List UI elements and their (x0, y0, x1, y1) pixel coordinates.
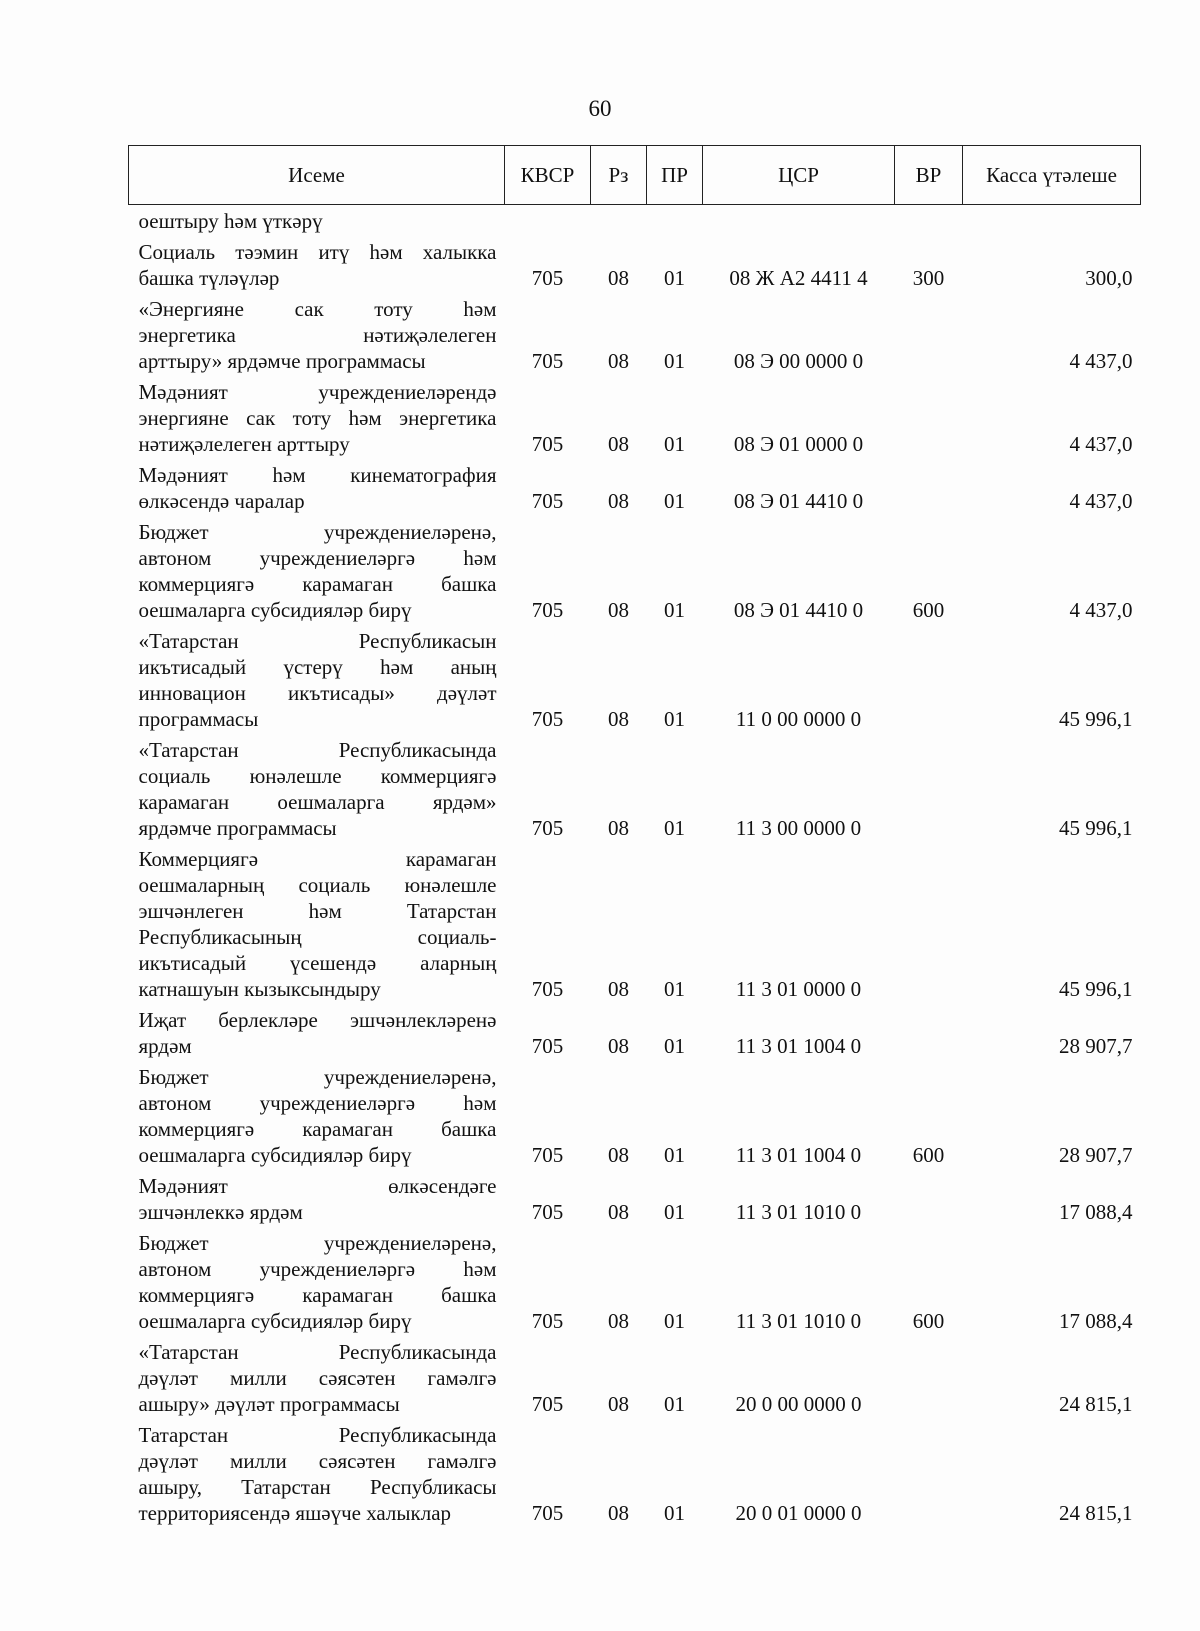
table-row (129, 1002, 1141, 1059)
row-rz: 08 (608, 432, 629, 456)
table-row (129, 732, 1141, 841)
row-name (129, 234, 505, 291)
row-name (129, 732, 505, 841)
header-rz: Рз (591, 146, 647, 205)
row-name (129, 291, 505, 374)
row-name-line: энергетика нәтиҗәлелеген (138, 323, 497, 347)
row-vr (895, 1002, 963, 1059)
table-row (129, 1225, 1141, 1334)
row-pr: 01 (664, 1200, 685, 1224)
row-name-line: башка түләүләр (138, 266, 280, 290)
row-kvsr: 705 (531, 1309, 564, 1333)
row-rz: 08 (608, 1309, 629, 1333)
row-sum: 17 088,4 (1059, 1309, 1133, 1333)
row-kvsr: 705 (531, 432, 564, 456)
row-csr (703, 205, 895, 235)
row-pr: 01 (664, 1309, 685, 1333)
page-number: 60 (588, 96, 612, 121)
row-pr: 01 (664, 598, 685, 622)
row-rz: 08 (608, 1501, 629, 1525)
row-rz: 08 (608, 1200, 629, 1224)
table-row (129, 291, 1141, 374)
row-name (129, 623, 505, 732)
row-pr: 01 (664, 1034, 685, 1058)
row-name-line: коммерциягә карамаган башка (138, 1117, 497, 1141)
row-name-line: Татарстан Республикасында (138, 1423, 497, 1447)
table-header (129, 146, 1141, 205)
header-name: Исеме (129, 146, 505, 205)
row-rz: 08 (608, 1034, 629, 1058)
row-csr: 08 Э 00 0000 0 (733, 349, 864, 373)
row-name-line: ярдәм (138, 1034, 192, 1058)
row-kvsr (505, 205, 591, 235)
row-name-line: оешмаларга субсидияләр бирү (138, 1309, 412, 1333)
row-name (129, 1002, 505, 1059)
row-sum: 45 996,1 (1059, 977, 1133, 1001)
row-name-line: дәүләт милли сәясәтен гамәлгә (138, 1366, 497, 1390)
row-name-line: икътисадый үстерү һәм аның (138, 655, 497, 679)
row-name-line: Мәдәният һәм кинематография (138, 463, 497, 487)
row-pr (647, 205, 703, 235)
row-vr: 300 (912, 266, 945, 290)
row-name (129, 457, 505, 514)
row-csr: 20 0 01 0000 0 (735, 1501, 862, 1525)
row-name-line: «Татарстан Республикасында (138, 1340, 497, 1364)
row-rz (591, 205, 647, 235)
row-rz: 08 (608, 1143, 629, 1167)
row-kvsr: 705 (531, 1501, 564, 1525)
row-rz: 08 (608, 816, 629, 840)
row-name-line: ашыру» дәүләт программасы (138, 1392, 400, 1416)
row-kvsr: 705 (531, 598, 564, 622)
row-kvsr: 705 (531, 1392, 564, 1416)
table-row (129, 1417, 1141, 1526)
row-name-line: автоном учреждениеләргә һәм (138, 1091, 497, 1115)
row-vr (895, 1334, 963, 1417)
row-pr: 01 (664, 349, 685, 373)
row-name-line: энергияне сак тоту һәм энергетика (138, 406, 497, 430)
row-sum: 4 437,0 (1069, 598, 1133, 622)
row-sum: 4 437,0 (1069, 489, 1133, 513)
row-csr: 08 Э 01 0000 0 (733, 432, 864, 456)
row-name-line: Республикасының социаль- (138, 925, 497, 949)
row-name-line: «Энергияне сак тоту һәм (138, 297, 497, 321)
row-vr: 600 (912, 1309, 945, 1333)
row-sum: 300,0 (1085, 266, 1133, 290)
row-rz: 08 (608, 977, 629, 1001)
row-sum: 4 437,0 (1069, 432, 1133, 456)
row-name-line: Социаль тәэмин итү һәм халыкка (138, 240, 497, 264)
row-name-line: эшчәнлеген һәм Татарстан (138, 899, 497, 923)
row-pr: 01 (664, 1501, 685, 1525)
row-sum: 28 907,7 (1059, 1143, 1133, 1167)
row-kvsr: 705 (531, 707, 564, 731)
row-name-line: оешмаларга субсидияләр бирү (138, 1143, 412, 1167)
row-vr (895, 841, 963, 1002)
row-pr: 01 (664, 266, 685, 290)
row-name-line: автоном учреждениеләргә һәм (138, 1257, 497, 1281)
row-kvsr: 705 (531, 266, 564, 290)
row-name-line: ашыру, Татарстан Республикасы (138, 1475, 497, 1499)
row-name-line: дәүләт милли сәясәтен гамәлгә (138, 1449, 497, 1473)
row-name-line: коммерциягә карамаган башка (138, 1283, 497, 1307)
row-name-line: «Татарстан Республикасын (138, 629, 497, 653)
row-name-line: Бюджет учреждениеләренә, (138, 1065, 497, 1089)
row-vr: 600 (912, 1143, 945, 1167)
header-pr: ПР (647, 146, 703, 205)
row-name (129, 1225, 505, 1334)
row-pr: 01 (664, 1392, 685, 1416)
row-pr: 01 (664, 816, 685, 840)
header-csr: ЦСР (703, 146, 895, 205)
row-rz: 08 (608, 349, 629, 373)
table-row (129, 457, 1141, 514)
row-sum: 45 996,1 (1059, 816, 1133, 840)
row-sum: 45 996,1 (1059, 707, 1133, 731)
row-name-line: катнашуын кызыксындыру (138, 977, 381, 1001)
budget-table (128, 145, 1141, 1526)
row-name (129, 374, 505, 457)
row-vr (895, 291, 963, 374)
header-sum: Касса үтәлеше (963, 146, 1141, 205)
row-name-line: программасы (138, 707, 259, 731)
row-name-line: социаль юнәлешле коммерциягә (138, 764, 497, 788)
table-row (129, 374, 1141, 457)
row-rz: 08 (608, 707, 629, 731)
row-pr: 01 (664, 707, 685, 731)
row-name (129, 205, 505, 235)
row-vr (895, 205, 963, 235)
row-pr: 01 (664, 977, 685, 1001)
row-csr: 08 Ж А2 4411 4 (729, 266, 868, 290)
row-sum: 24 815,1 (1059, 1392, 1133, 1416)
row-name-line: оешмаларга субсидияләр бирү (138, 598, 412, 622)
row-name-line: өлкәсендә чаралар (138, 489, 305, 513)
row-vr: 600 (912, 598, 945, 622)
row-kvsr: 705 (531, 977, 564, 1001)
row-name-line: икътисадый үсешендә аларның (138, 951, 497, 975)
row-pr: 01 (664, 1143, 685, 1167)
table-row (129, 623, 1141, 732)
row-pr: 01 (664, 489, 685, 513)
table-row (129, 841, 1141, 1002)
row-kvsr: 705 (531, 1200, 564, 1224)
row-csr: 08 Э 01 4410 0 (733, 489, 864, 513)
row-name-line: Бюджет учреждениеләренә, (138, 520, 497, 544)
row-csr: 11 3 01 1010 0 (735, 1309, 862, 1333)
row-kvsr: 705 (531, 816, 564, 840)
header-kvsr: КВСР (505, 146, 591, 205)
row-vr (895, 457, 963, 514)
row-name-line: Мәдәният өлкәсендәге (138, 1174, 497, 1198)
row-name-line: ярдәмче программасы (138, 816, 337, 840)
row-sum: 17 088,4 (1059, 1200, 1133, 1224)
row-name-line: территориясендә яшәүче халыклар (138, 1501, 452, 1525)
row-name-line: автоном учреждениеләргә һәм (138, 546, 497, 570)
table-row (129, 1059, 1141, 1168)
row-name-line: нәтиҗәлелеген арттыру (138, 432, 350, 456)
row-csr: 11 3 01 0000 0 (735, 977, 862, 1001)
row-name-line: Иҗат берлекләре эшчәнлекләренә (138, 1008, 497, 1032)
table-row (129, 205, 1141, 235)
row-name-line: арттыру» ярдәмче программасы (138, 349, 426, 373)
row-name-line: эшчәнлеккә ярдәм (138, 1200, 303, 1224)
table-row (129, 1168, 1141, 1225)
table-row (129, 514, 1141, 623)
table-row (129, 234, 1141, 291)
row-csr: 11 3 01 1010 0 (735, 1200, 862, 1224)
row-name-line: карамаган оешмаларга ярдәм» (138, 790, 497, 814)
row-sum: 4 437,0 (1069, 349, 1133, 373)
row-sum: 24 815,1 (1059, 1501, 1133, 1525)
row-csr: 11 3 01 1004 0 (735, 1143, 862, 1167)
row-name-line: Мәдәният учреждениеләрендә (138, 380, 497, 404)
row-csr: 08 Э 01 4410 0 (733, 598, 864, 622)
row-name-line: оештыру һәм үткәрү (138, 209, 323, 233)
row-name-line: инновацион икътисады» дәүләт (138, 681, 497, 705)
row-name (129, 1334, 505, 1417)
row-name (129, 841, 505, 1002)
header-vr: ВР (895, 146, 963, 205)
row-rz: 08 (608, 266, 629, 290)
row-name-line: Коммерциягә карамаган (138, 847, 497, 871)
row-name-line: «Татарстан Республикасында (138, 738, 497, 762)
row-sum (963, 205, 1141, 235)
row-name (129, 1059, 505, 1168)
row-csr: 20 0 00 0000 0 (735, 1392, 862, 1416)
row-name (129, 514, 505, 623)
row-rz: 08 (608, 598, 629, 622)
row-kvsr: 705 (531, 489, 564, 513)
row-kvsr: 705 (531, 1034, 564, 1058)
row-vr (895, 374, 963, 457)
row-name (129, 1417, 505, 1526)
row-pr: 01 (664, 432, 685, 456)
row-vr (895, 732, 963, 841)
table-body (129, 205, 1141, 1527)
row-csr: 11 0 00 0000 0 (735, 707, 862, 731)
row-rz: 08 (608, 489, 629, 513)
row-vr (895, 623, 963, 732)
row-name-line: оешмаларның социаль юнәлешле (138, 873, 497, 897)
row-csr: 11 3 00 0000 0 (735, 816, 862, 840)
row-kvsr: 705 (531, 1143, 564, 1167)
row-kvsr: 705 (531, 349, 564, 373)
row-vr (895, 1417, 963, 1526)
row-vr (895, 1168, 963, 1225)
row-csr: 11 3 01 1004 0 (735, 1034, 862, 1058)
row-name-line: Бюджет учреждениеләренә, (138, 1231, 497, 1255)
row-sum: 28 907,7 (1059, 1034, 1133, 1058)
row-name (129, 1168, 505, 1225)
row-name-line: коммерциягә карамаган башка (138, 572, 497, 596)
row-rz: 08 (608, 1392, 629, 1416)
table-row (129, 1334, 1141, 1417)
